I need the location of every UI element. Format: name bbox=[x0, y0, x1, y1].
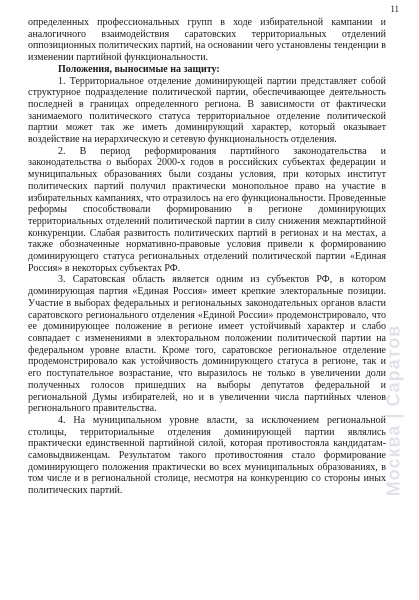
page-number: 11 bbox=[390, 4, 399, 14]
point-2-paragraph: 2. В период реформирования партийного законодательства и законодательства о выборах 2000-х годов в российских субъектах федерации и муниципальных образованиях были созданы условия, при которых институт политических партий получил практически монопольное право на участие в избирательных кампаниях, что отразилось на его функциональности. Проведенные реформы способствовали формированию в регионе доминирующих территориальных отделений политической партии в силу снижения межпартийной конкуренции. Слабая развитость политических партий в регионах и на местах, а также обозначенные нормативно-правовые условия привели к формированию доминирующего статуса региональных отделений политической партии «Единая Россия» в некоторых субъектах РФ. bbox=[28, 145, 386, 274]
point-1-paragraph: 1. Территориальное отделение доминирующей партии представляет собой структурное подразделение политической партии, обеспечивающее деятельность последней в границах определенного региона. В зависимости от фактически занимаемого политического статуса территориальное отделение политической партии может так же иметь доминирующий характер, который оказывает воздействие на иерархическую и сетевую функциональность отделения. bbox=[28, 75, 386, 146]
intro-paragraph: определенных профессиональных групп в ходе избирательной кампании и аналогичного взаимодействия саратовских территориальных отделений оппозиционных политических партий, на основании чего установлены тенденции в изменении партийной функциональности. bbox=[28, 17, 386, 64]
document-body bbox=[28, 17, 386, 497]
point-3-paragraph: 3. Саратовская область является одним из субъектов РФ, в котором доминирующая партия «Единая Россия» имеет крепкие электоральные позиции. Участие в выборах федеральных и региональных законодательных органов власти саратовского регионального отделения «Единой России» продемонстрировало, что ее доминирующее положение в регионе имеет устойчивый характер и слабо совпадает с изменениями в электоральном положении политической партии на федеральном уровне власти. Кроме того, саратовское региональное отделение продемонстрировало как устойчивость доминирующего статуса в регионе, так и его поступательное возрастание, что выразилось не только в увеличении доли полученных голосов пришедших на выборы депутатов федеральной и региональной Думы избирателей, но и в увеличении числа партийных членов регионального правительства. bbox=[28, 274, 386, 415]
section-heading: Положения, выносимые на защиту: bbox=[58, 63, 220, 75]
point-4-paragraph: 4. На муниципальном уровне власти, за исключением региональной столицы, территориальные отделения доминирующей партии являлись практически единственной партийной силой, которая противостояла кандидатам-самовыдвиженцам. Результатом такого противостояния стало формирование доминирующего положения практически во всех муниципальных образованиях, в том числе и в региональной столице, несмотря на конкуренцию со стороны иных политических партий. bbox=[28, 414, 386, 497]
watermark-text: Москва | Саратов bbox=[383, 324, 404, 496]
